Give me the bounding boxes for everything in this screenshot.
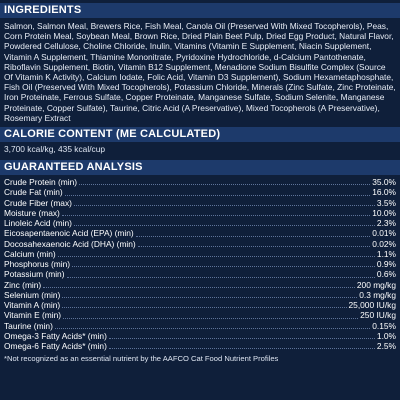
ingredients-list <box>0 21 400 123</box>
ingredients-line: Corn Protein Meal, Soybean Meal, Brown Rice, Dried Plain Beet Pulp, Dried Egg Product, Natural Flavor, <box>4 31 394 42</box>
dotted-leader <box>65 195 371 196</box>
nutrient-value: 2.3% <box>376 218 396 229</box>
dotted-leader <box>72 266 375 267</box>
dotted-leader <box>63 318 358 319</box>
ingredients-line: Rosemary Extract <box>4 112 71 123</box>
dotted-leader <box>136 236 371 237</box>
nutrient-name: Phosphorus (min) <box>4 259 71 270</box>
analysis-row <box>0 208 400 218</box>
ingredients-line: Iron Proteinate, Ferrous Sulfate, Copper Proteinate, Manganese Sulfate, Sodium Selenite, Manganese <box>4 92 385 103</box>
dotted-leader <box>55 328 370 329</box>
nutrient-value: 200 mg/kg <box>356 279 396 290</box>
nutrient-name: Potassium (min) <box>4 269 65 280</box>
nutrient-name: Omega-3 Fatty Acids* (min) <box>4 330 107 341</box>
nutrient-name: Vitamin A (min) <box>4 300 61 311</box>
ingredients-line: Salmon, Salmon Meal, Brewers Rice, Fish Meal, Canola Oil (Preserved With Mixed Tocopherols), Peas, <box>4 21 389 31</box>
nutrient-value: 0.15% <box>372 320 396 331</box>
nutrient-name: Docosahexaenoic Acid (DHA) (min) <box>4 238 136 249</box>
analysis-row <box>0 331 400 341</box>
nutrient-name: Crude Fiber (max) <box>4 197 72 208</box>
dotted-leader <box>62 297 357 298</box>
nutrient-name: Taurine (min) <box>4 320 53 331</box>
dotted-leader <box>109 338 375 339</box>
dotted-leader <box>74 225 375 226</box>
nutrient-name: Calcium (min) <box>4 248 56 259</box>
nutrient-value: 10.0% <box>372 207 396 218</box>
analysis-row <box>0 198 400 208</box>
nutrient-value: 35.0% <box>372 177 396 188</box>
nutrient-value: 2.5% <box>376 341 396 352</box>
analysis-row <box>0 249 400 259</box>
analysis-row <box>0 239 400 249</box>
nutrient-value: 25,000 IU/kg <box>348 300 396 311</box>
ingredients-line: Of Vitamin K Activity), Calcium Iodate, Folic Acid, Vitamin D3 Supplement), Sodium Hexametaphosphate, <box>4 72 394 83</box>
nutrient-value: 250 IU/kg <box>360 310 396 321</box>
analysis-row <box>0 290 400 300</box>
dotted-leader <box>43 287 355 288</box>
nutrient-value: 16.0% <box>372 187 396 198</box>
calorie-heading: CALORIE CONTENT (ME CALCULATED) <box>0 127 400 142</box>
analysis-row <box>0 259 400 269</box>
nutrient-name: Zinc (min) <box>4 279 42 290</box>
nutrient-name: Crude Fat (min) <box>4 187 63 198</box>
dotted-leader <box>109 348 375 349</box>
analysis-row <box>0 300 400 310</box>
analysis-row <box>0 321 400 331</box>
nutrient-value: 1.0% <box>376 330 396 341</box>
analysis-row <box>0 218 400 228</box>
nutrient-value: 0.02% <box>372 238 396 249</box>
nutrient-name: Moisture (max) <box>4 207 60 218</box>
nutrient-value: 0.6% <box>376 269 396 280</box>
ingredients-line: Riboflavin Supplement, Biotin, Vitamin B12 Supplement, Menadione Sodium Bisulfite Complex (Source <box>4 61 386 72</box>
dotted-leader <box>79 184 370 185</box>
analysis-row <box>0 269 400 279</box>
analysis-heading: GUARANTEED ANALYSIS <box>0 160 400 175</box>
analysis-row <box>0 187 400 197</box>
nutrient-value: 0.3 mg/kg <box>359 289 396 300</box>
ingredients-line: Vitamin A Supplement, Thiamine Mononitrate, Pyridoxine Hydrochloride, d-Calcium Pantothenate, <box>4 51 366 62</box>
ingredients-line: Powdered Cellulose, Choline Chloride, Inulin, Vitamins (Vitamin E Supplement, Niacin Supplement, <box>4 41 372 52</box>
analysis-row <box>0 341 400 351</box>
nutrient-value: 0.01% <box>372 228 396 239</box>
analysis-footnote: *Not recognized as an essential nutrient by the AAFCO Cat Food Nutrient Profiles <box>4 354 279 364</box>
dotted-leader <box>67 277 375 278</box>
dotted-leader <box>138 246 371 247</box>
analysis-row <box>0 228 400 238</box>
calorie-value: 3,700 kcal/kg, 435 kcal/cup <box>4 144 106 155</box>
nutrient-name: Crude Protein (min) <box>4 177 78 188</box>
analysis-row <box>0 177 400 187</box>
nutrient-name: Linoleic Acid (min) <box>4 218 72 229</box>
nutrient-name: Selenium (min) <box>4 289 61 300</box>
analysis-table <box>0 177 400 351</box>
dotted-leader <box>58 256 375 257</box>
ingredients-heading: INGREDIENTS <box>0 3 400 18</box>
nutrient-value: 1.1% <box>376 248 396 259</box>
analysis-row <box>0 310 400 320</box>
nutrient-name: Vitamin E (min) <box>4 310 62 321</box>
nutrient-name: Omega-6 Fatty Acids* (min) <box>4 341 107 352</box>
dotted-leader <box>74 205 375 206</box>
nutrient-value: 3.5% <box>376 197 396 208</box>
dotted-leader <box>62 215 370 216</box>
ingredients-line: Fish Oil (Preserved With Mixed Tocopherols), Potassium Chloride, Minerals (Zinc Sulfate, Zinc Proteinate, <box>4 82 396 93</box>
dotted-leader <box>62 307 346 308</box>
nutrient-name: Eicosapentaenoic Acid (EPA) (min) <box>4 228 134 239</box>
ingredients-line: Proteinate, Copper Sulfate), Taurine, Citric Acid (A Preservative), Mixed Tocopherols (A Preservative), <box>4 102 380 113</box>
nutrient-value: 0.9% <box>376 259 396 270</box>
analysis-row <box>0 280 400 290</box>
